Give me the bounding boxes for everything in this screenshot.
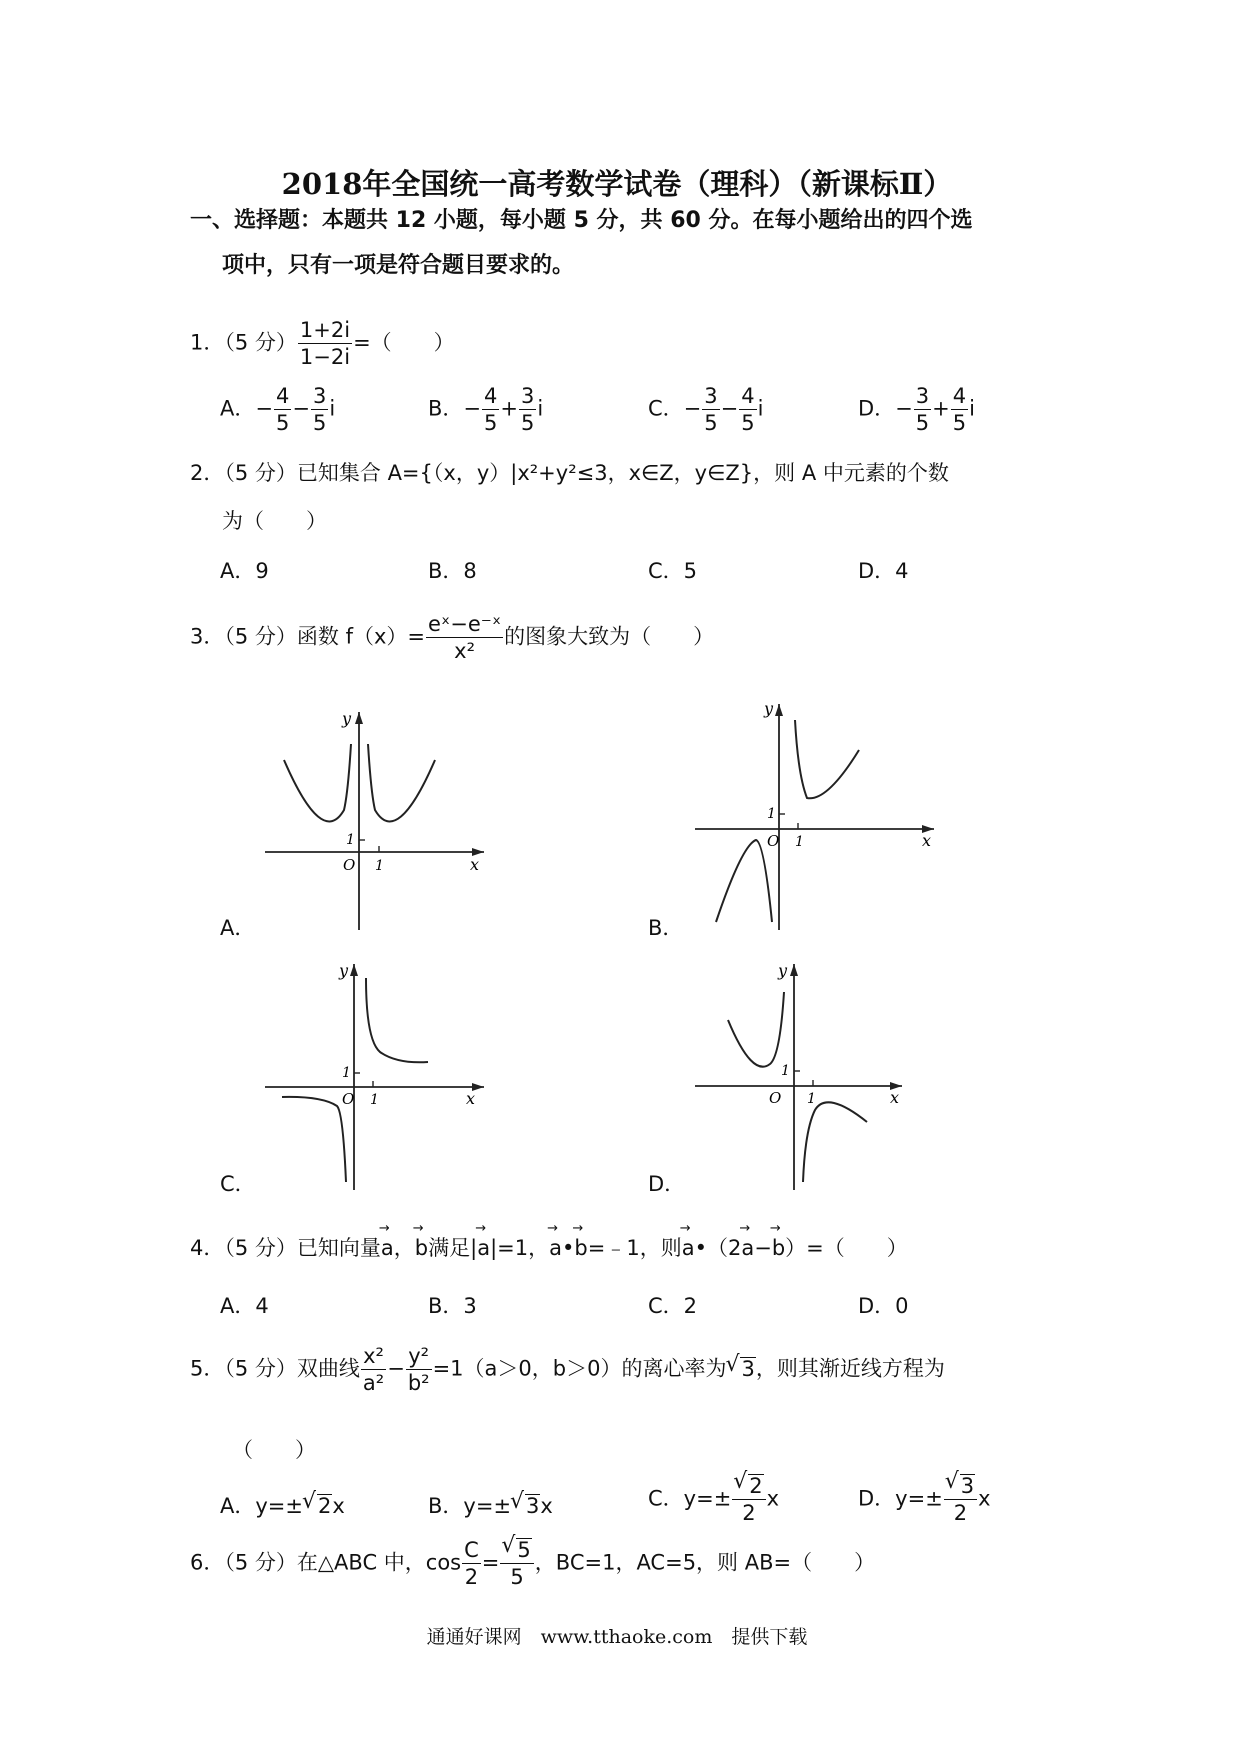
- footer-source: 通通好课网 www.tthaoke.com 提供下载: [426, 1626, 808, 1648]
- page-title: 2018年全国统一高考数学试卷（理科）（新课标Ⅱ）: [281, 167, 953, 201]
- section-heading-line2: 项中，只有一项是符合题目要求的。: [222, 253, 575, 278]
- q4-option-a: A．4: [220, 1294, 269, 1318]
- svg-text:1: 1: [767, 806, 776, 822]
- svg-text:O: O: [343, 856, 356, 874]
- svg-text:y: y: [778, 961, 788, 980]
- question-2-line1: 2．（5 分）已知集合 A={（x，y）|x²+y²≤3，x∈Z，y∈Z}，则 A 中元素的个数: [190, 461, 949, 485]
- q2-option-c: C．5: [648, 559, 698, 583]
- svg-text:x: x: [470, 855, 480, 874]
- q1-label: 1．（5 分）: [190, 330, 297, 355]
- q2-option-a: A．9: [220, 559, 269, 583]
- question-4: 4．（5 分）已知向量→ a，→ b满足|→ a|=1，→ a•→ b=﹣1，则→ a•（2→ a−→ b）=（ ）: [190, 1232, 908, 1262]
- q3-option-d: D．: [648, 1172, 686, 1196]
- svg-text:y: y: [764, 700, 774, 718]
- svg-text:1: 1: [346, 832, 355, 848]
- q2-option-d: D．4: [858, 559, 909, 583]
- q4-option-c: C．2: [648, 1294, 698, 1318]
- question-6: 6．（5 分）在△ABC 中，cos $\frac{C}{2}$ = √ $\frac{5}{5}$ ，BC=1，AC=5，则 AB=（ ）: [190, 1538, 875, 1589]
- svg-text:1: 1: [342, 1065, 351, 1081]
- question-3: 3．（5 分）函数 f（x）= $\frac{\text{eˣ−e⁻ˣ}}{\text{x²}}$ 的图象大致为（ ）: [190, 612, 715, 663]
- svg-text:x: x: [890, 1088, 900, 1107]
- q1-option-b: B．− $\frac{4}{5}$ + $\frac{3}{5}$ i: [428, 384, 544, 435]
- q5-option-d: D．y=± √ $\frac{3}{2}$ x: [858, 1474, 991, 1525]
- q3-fraction: $\frac{\text{eˣ−e⁻ˣ}}{\text{x²}}$: [428, 612, 502, 663]
- q1-option-c: C．− $\frac{3}{5}$ − $\frac{4}{5}$ i: [648, 384, 764, 435]
- q5-option-a: A．y=±√ 2x: [220, 1490, 345, 1520]
- svg-text:y: y: [342, 709, 352, 728]
- svg-text:x: x: [466, 1089, 476, 1108]
- question-1: 1．（5 分） $\frac{1+2i}{1-2i}$ =（ ）: [190, 318, 455, 369]
- svg-text:1: 1: [807, 1091, 816, 1107]
- q1-fraction: $\frac{1+2i}{1-2i}$: [299, 318, 351, 369]
- q1-option-a: A．− $\frac{4}{5}$ − $\frac{3}{5}$ i: [220, 384, 336, 435]
- q4-option-d: D．0: [858, 1294, 909, 1318]
- svg-text:1: 1: [795, 834, 804, 850]
- svg-text:1: 1: [781, 1063, 790, 1079]
- q3-graph-d: [692, 960, 942, 1190]
- q3-option-c: C．: [220, 1172, 256, 1196]
- svg-text:O: O: [769, 1089, 782, 1107]
- q5-option-c: C．y=± √ $\frac{2}{2}$ x: [648, 1474, 779, 1525]
- q3-graph-b: [692, 700, 942, 930]
- svg-text:x: x: [922, 831, 932, 850]
- q1-option-d: D．− $\frac{3}{5}$ + $\frac{4}{5}$ i: [858, 384, 975, 435]
- question-5-line2: （ ）: [232, 1438, 316, 1462]
- svg-text:y: y: [339, 961, 349, 980]
- q3-option-b: B．: [648, 916, 684, 940]
- svg-text:O: O: [767, 832, 780, 850]
- q3-option-a: A．: [220, 916, 256, 940]
- question-2-line2: 为（ ）: [222, 509, 327, 533]
- svg-text:1: 1: [375, 858, 384, 874]
- section-heading-line1: 一、选择题：本题共 12 小题，每小题 5 分，共 60 分。在每小题给出的四个选: [190, 208, 973, 233]
- q2-option-b: B．8: [428, 559, 477, 583]
- q3-graph-c: [262, 960, 492, 1190]
- q5-option-b: B．y=±√ 3x: [428, 1490, 553, 1520]
- svg-text:1: 1: [370, 1092, 379, 1108]
- svg-text:O: O: [342, 1090, 355, 1108]
- q3-graph-a: [262, 708, 492, 930]
- q4-option-b: B．3: [428, 1294, 477, 1318]
- question-5: 5．（5 分）双曲线 $\frac{\text{x²}}{\text{a²}}$ − $\frac{\text{y²}}{\text{b²}}$ =1（a＞0，b＞0）的离心率为√ 3，则其渐近线方程为: [190, 1344, 945, 1395]
